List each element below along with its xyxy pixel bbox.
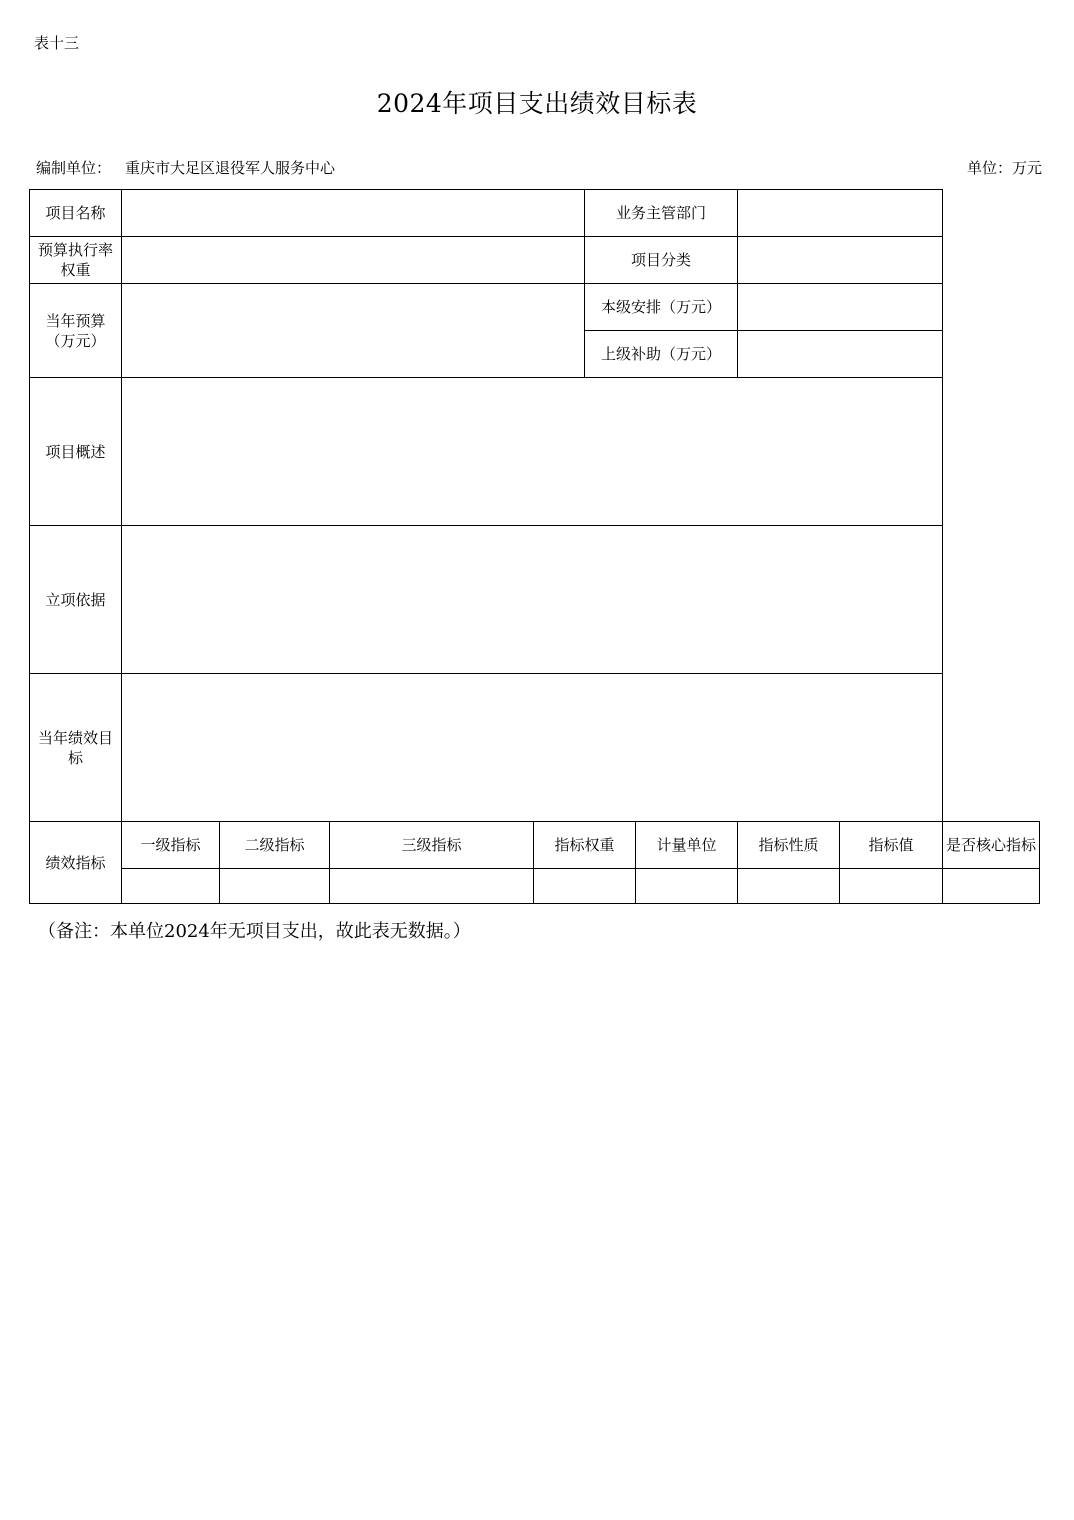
indicator-cell — [330, 869, 534, 904]
indicator-header-nature: 指标性质 — [738, 822, 840, 869]
superior-subsidy-value — [738, 331, 943, 378]
current-budget-value — [122, 284, 585, 378]
row-exec-rate — [30, 237, 1040, 284]
department-value — [738, 190, 943, 237]
indicator-header-weight: 指标权重 — [534, 822, 636, 869]
row-budget-local — [30, 284, 1040, 331]
indicator-cell — [220, 869, 330, 904]
table-number: 表十三 — [34, 34, 80, 52]
performance-target-table — [29, 189, 1040, 904]
compiler-label: 编制单位： — [36, 159, 112, 177]
row-annual-goal — [30, 674, 1040, 822]
row-project-name — [30, 190, 1040, 237]
project-category-value — [738, 237, 943, 284]
overview-label: 项目概述 — [30, 378, 122, 526]
row-indicator-headers — [30, 822, 1040, 869]
currency-unit: 单位：万元 — [966, 159, 1042, 177]
exec-rate-weight-value — [122, 237, 585, 284]
overview-value — [122, 378, 943, 526]
project-category-label: 项目分类 — [585, 237, 738, 284]
indicator-header-level1: 一级指标 — [122, 822, 220, 869]
indicator-header-value: 指标值 — [840, 822, 943, 869]
indicator-cell — [636, 869, 738, 904]
indicator-cell — [534, 869, 636, 904]
current-budget-label: 当年预算（万元） — [30, 284, 122, 378]
project-name-value — [122, 190, 585, 237]
remark-note: （备注：本单位2024年无项目支出，故此表无数据。） — [38, 921, 471, 942]
row-indicator-empty — [30, 869, 1040, 904]
superior-subsidy-label: 上级补助（万元） — [585, 331, 738, 378]
indicator-header-level2: 二级指标 — [220, 822, 330, 869]
annual-goal-value — [122, 674, 943, 822]
local-arrangement-value — [738, 284, 943, 331]
compiler-line — [36, 157, 335, 178]
department-label: 业务主管部门 — [585, 190, 738, 237]
local-arrangement-label: 本级安排（万元） — [585, 284, 738, 331]
page-title: 2024年项目支出绩效目标表 — [376, 89, 698, 118]
compiler-name: 重庆市大足区退役军人服务中心 — [125, 159, 336, 177]
row-basis — [30, 526, 1040, 674]
indicator-cell — [122, 869, 220, 904]
indicator-cell — [738, 869, 840, 904]
basis-value — [122, 526, 943, 674]
indicator-header-core: 是否核心指标 — [943, 822, 1040, 869]
exec-rate-weight-label: 预算执行率权重 — [30, 237, 122, 284]
indicators-label: 绩效指标 — [30, 822, 122, 904]
indicator-header-level3: 三级指标 — [330, 822, 534, 869]
annual-goal-label: 当年绩效目标 — [30, 674, 122, 822]
project-name-label: 项目名称 — [30, 190, 122, 237]
indicator-cell — [943, 869, 1040, 904]
indicator-cell — [840, 869, 943, 904]
row-overview — [30, 378, 1040, 526]
indicator-header-unit: 计量单位 — [636, 822, 738, 869]
basis-label: 立项依据 — [30, 526, 122, 674]
